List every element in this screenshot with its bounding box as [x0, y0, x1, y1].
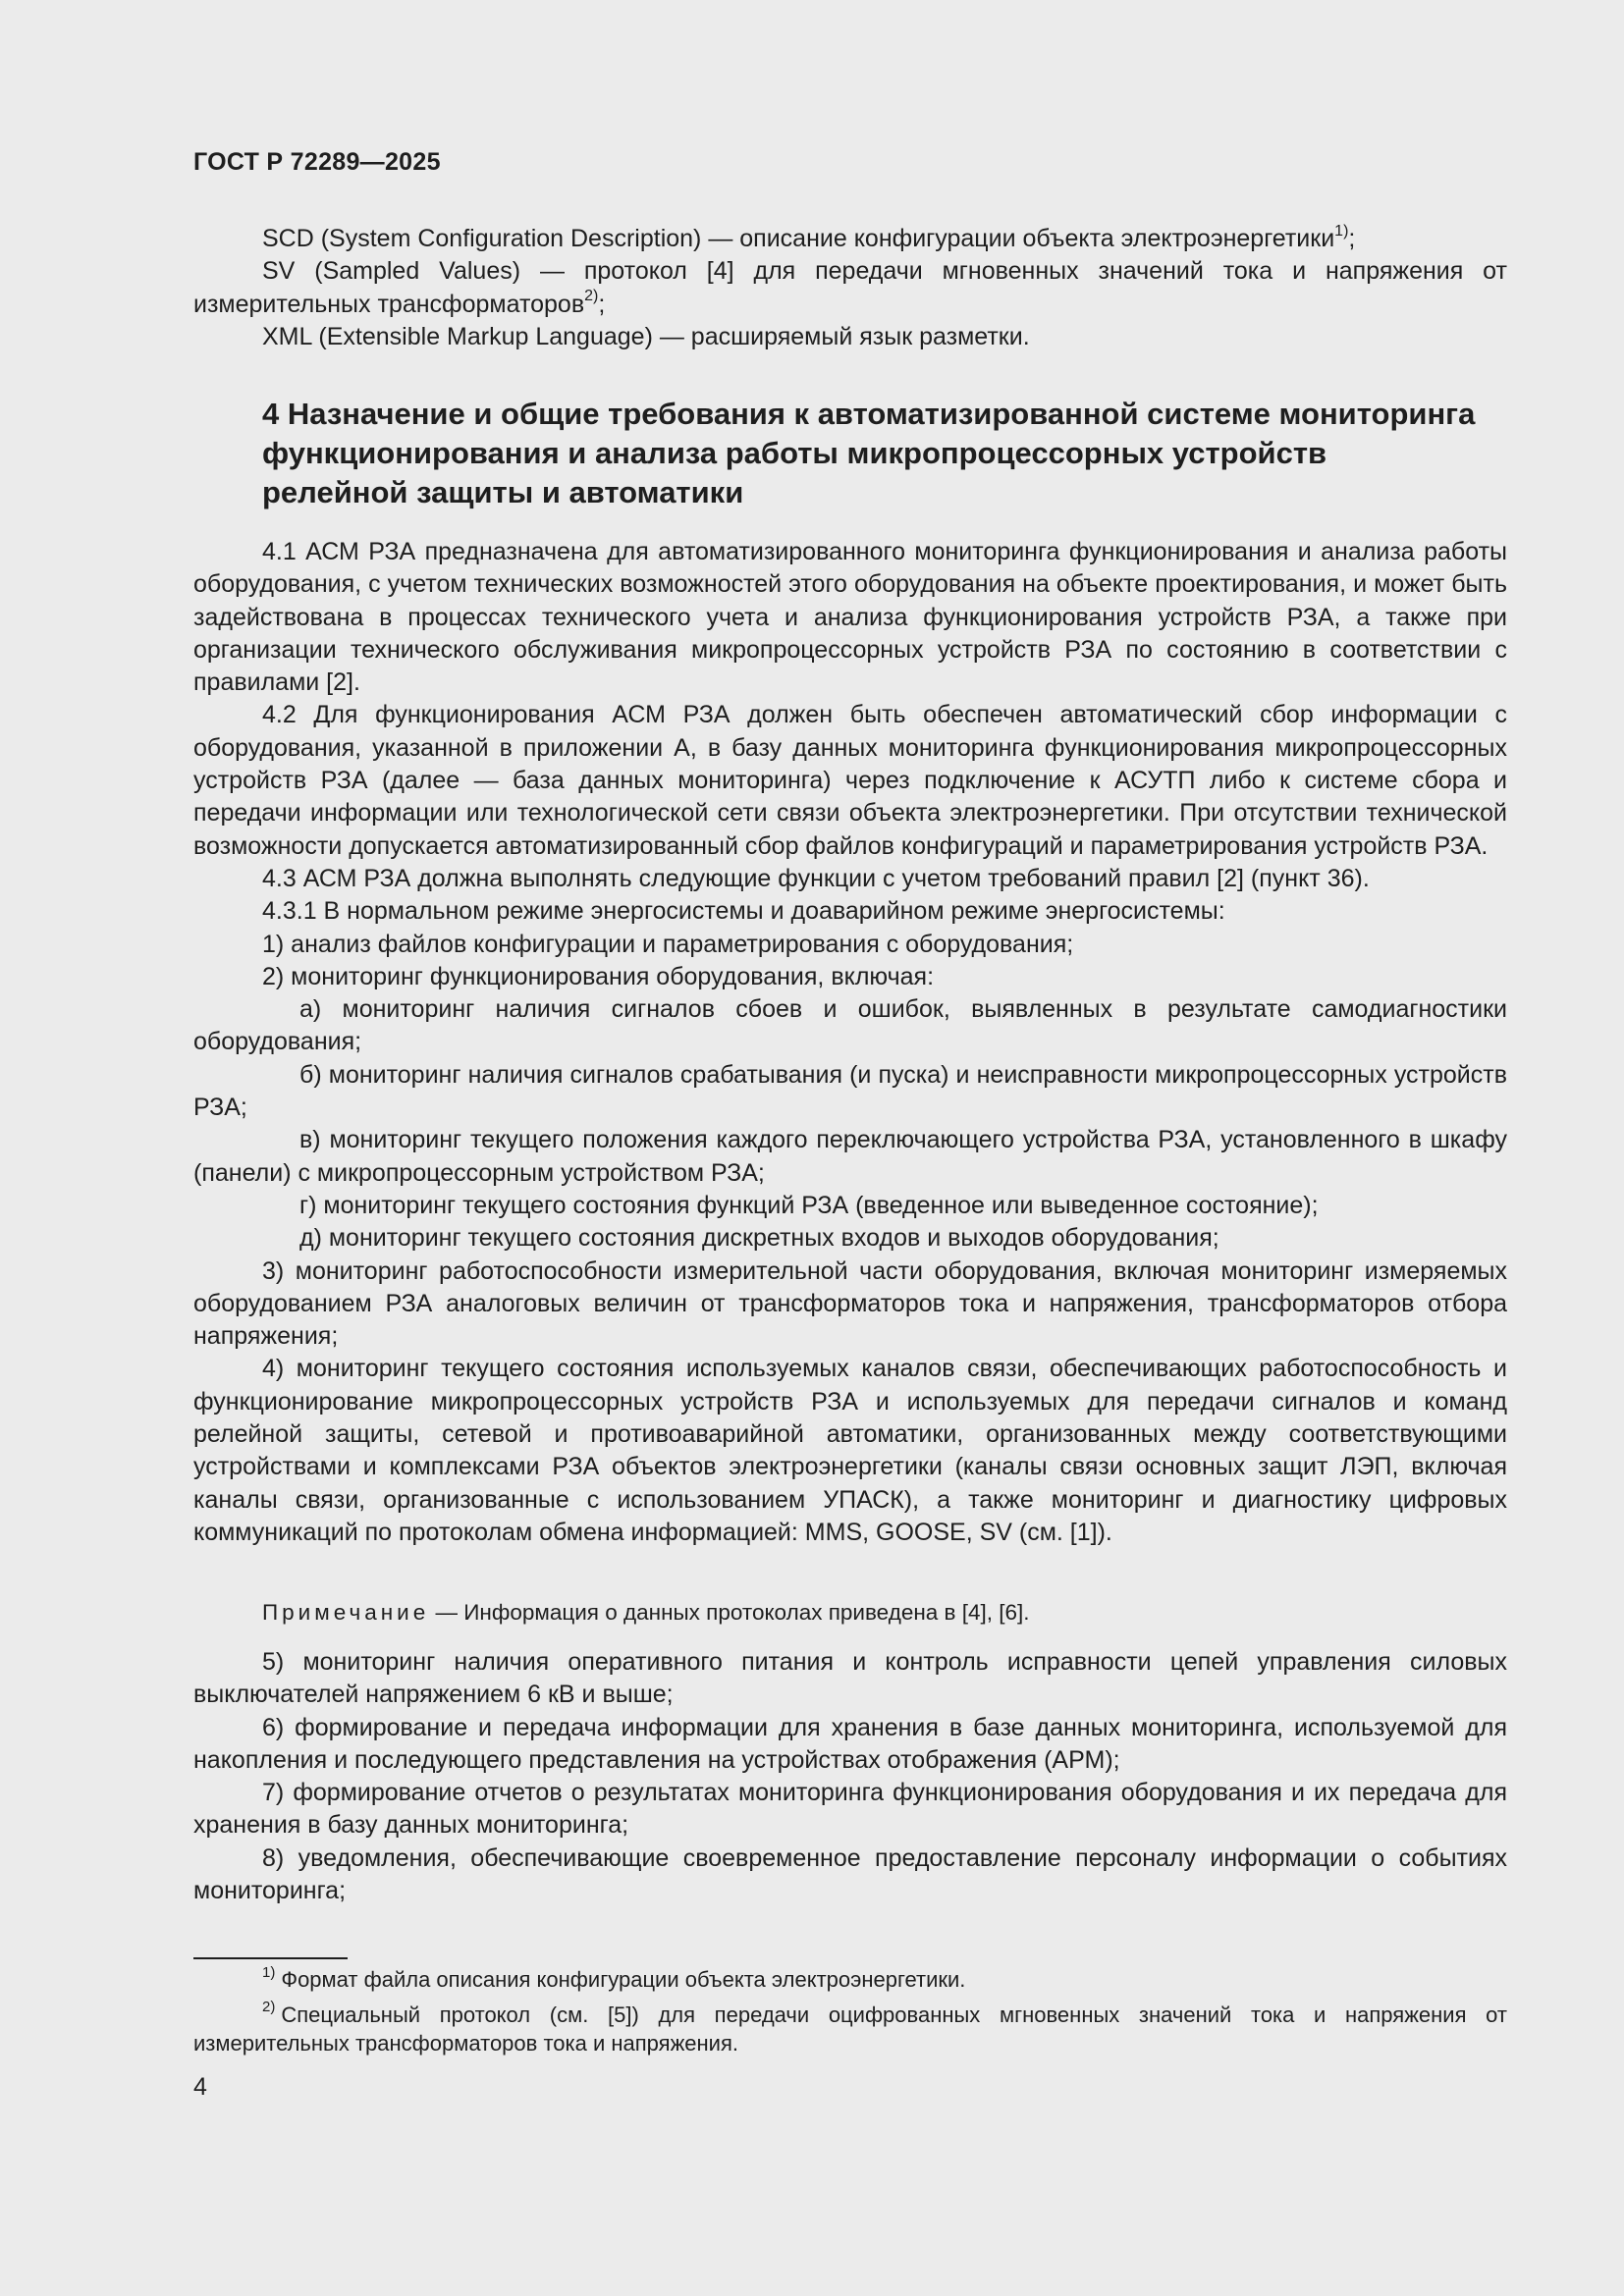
list-subitem-b: б) мониторинг наличия сигналов срабатывания (и пуска) и неисправности микропроцессорных устройств РЗА; — [193, 1060, 1507, 1122]
list-item-1: 1) анализ файлов конфигурации и параметрирования с оборудования; — [262, 930, 1074, 958]
section-body-continued — [193, 1646, 1507, 1907]
clause-4-1: 4.1 АСМ РЗА предназначена для автоматизированного мониторинга функционирования и анализа работы оборудования, с учетом технических возможностей этого оборудования на объекте проектирования, и может быть задействована в процессах технического учета и анализа функционирования устройств РЗА, а также при организации технического обслуживания микропроцессорных устройств РЗА по состоянию в соответствии с правилами [2]. — [193, 538, 1507, 697]
footnotes — [193, 1965, 1507, 2064]
clause-4-3-1: 4.3.1 В нормальном режиме энергосистемы и доаварийном режиме энергосистемы: — [262, 897, 1225, 926]
clause-4-2: 4.2 Для функционирования АСМ РЗА должен быть обеспечен автоматический сбор информации с оборудования, указанной в приложении А, в базу данных мониторинга функционирования микропроцессорных устройств РЗА (далее — база данных мониторинга) через подключение к АСУТП либо к системе сбора и передачи информации или технологической сети связи объекта электроэнергетики. При отсутствии технической возможности допускается автоматизированный сбор файлов конфигураций и параметрирования устройств РЗА. — [193, 701, 1507, 860]
list-item-5: 5) мониторинг наличия оперативного питания и контроль исправности цепей управления силовых выключателей напряжением 6 кВ и выше; — [193, 1648, 1507, 1709]
document-header: ГОСТ Р 72289—2025 — [193, 148, 441, 176]
list-item-6: 6) формирование и передача информации для хранения в базе данных мониторинга, используемой для накопления и последующего представления на устройствах отображения (АРМ); — [193, 1713, 1507, 1774]
list-subitem-d: д) мониторинг текущего состояния дискретных входов и выходов оборудования; — [299, 1224, 1219, 1253]
list-item-8: 8) уведомления, обеспечивающие своевременное предоставление персоналу информации о событиях мониторинга; — [193, 1843, 1507, 1905]
list-item-7: 7) формирование отчетов о результатах мониторинга функционирования оборудования и их передача для хранения в базу данных мониторинга; — [193, 1779, 1507, 1840]
section-title: 4 Назначение и общие требования к автоматизированной системе мониторинга функционирования и анализа работы микропроцессорных устройств релейной защиты и автоматики — [262, 397, 1476, 509]
list-subitem-v: в) мониторинг текущего положения каждого переключающего устройства РЗА, установленного в шкафу (панели) с микропроцессорным устройством РЗА; — [193, 1126, 1507, 1187]
abbreviations-list — [193, 223, 1507, 353]
note — [262, 1598, 1030, 1628]
note-text: — Информация о данных протоколах приведена в [4], [6]. — [429, 1600, 1030, 1625]
abbreviation-xml: XML (Extensible Markup Language) — расширяемый язык разметки. — [262, 322, 1030, 350]
clause-4-3: 4.3 АСМ РЗА должна выполнять следующие функции с учетом требований правил [2] (пункт 36). — [262, 864, 1370, 892]
abbreviation-sv: SV (Sampled Values) — протокол [4] для передачи мгновенных значений тока и напряжения от измерительных трансформаторов$^{2)}$; — [193, 257, 1507, 318]
page-number: 4 — [193, 2073, 207, 2101]
footnote-ref-2[interactable]: 2) — [584, 288, 599, 305]
section-body — [193, 536, 1507, 1549]
note-label: Примечание — [262, 1600, 430, 1625]
abbreviation-scd: SCD (System Configuration Description) — описание конфигурации объекта электроэнергетики$^{1)}$; — [262, 222, 1356, 252]
list-subitem-g: г) мониторинг текущего состояния функций РЗА (введенное или выведенное состояние); — [299, 1191, 1319, 1219]
list-item-4: 4) мониторинг текущего состояния используемых каналов связи, обеспечивающих работоспособность и функционирование микропроцессорных устройств РЗА и используемых для передачи сигналов и команд релейной защиты, сетевой и противоаварийной автоматики, организованных между соответствующими устройствами и комплексами РЗА объектов электроэнергетики (каналы связи основных защит ЛЭП, включая каналы связи, организованные с использованием УПАСК), а также мониторинг и диагностику цифровых коммуникаций по протоколам обмена информацией: MMS, GOOSE, SV (см. [1]). — [193, 1355, 1507, 1546]
list-subitem-a: а) мониторинг наличия сигналов сбоев и ошибок, выявленных в результате самодиагностики оборудования; — [193, 995, 1507, 1056]
footnote-1: $^{1)}$ Формат файла описания конфигурации объекта электроэнергетики. — [262, 1963, 966, 1992]
footnote-2: $^{2)}$ Специальный протокол (см. [5]) для передачи оцифрованных мгновенных значений тока и напряжения от измерительных трансформаторов тока и напряжения. — [193, 1999, 1507, 2056]
footnote-ref-1[interactable]: 1) — [1334, 222, 1349, 240]
list-item-3: 3) мониторинг работоспособности измерительной части оборудования, включая мониторинг измеряемых оборудованием РЗА аналоговых величин от трансформаторов тока и напряжения, трансформаторов отбора напряжения; — [193, 1256, 1507, 1351]
list-item-2: 2) мониторинг функционирования оборудования, включая: — [262, 962, 935, 990]
footnote-separator — [193, 1957, 348, 1959]
